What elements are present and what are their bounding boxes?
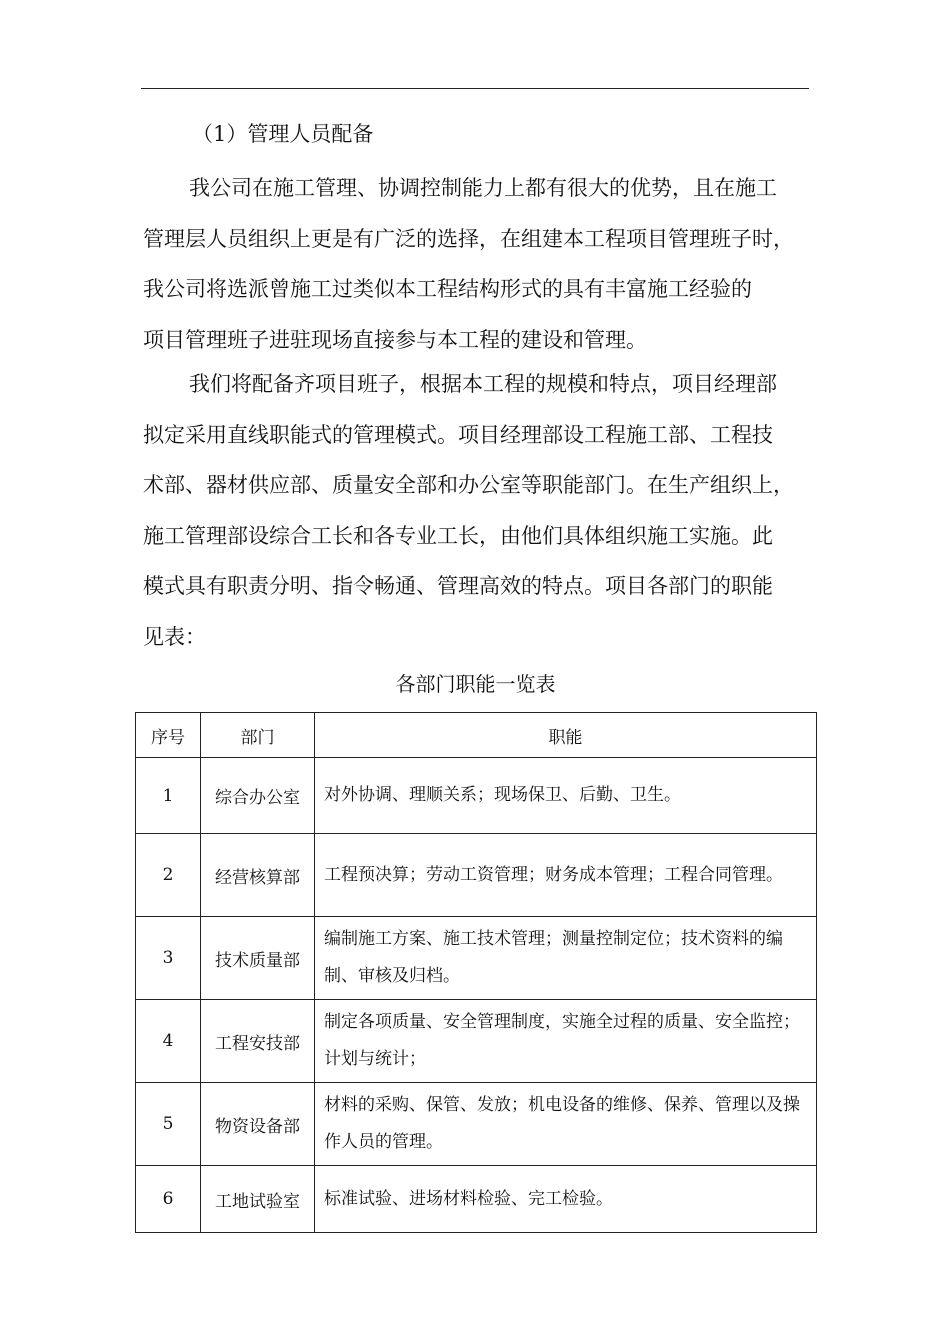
paragraph-line: 项目管理班子进驻现场直接参与本工程的建设和管理。 bbox=[143, 327, 647, 352]
row-number: 1 bbox=[136, 758, 201, 834]
paragraph-company-advantage bbox=[143, 163, 813, 365]
row-department: 物资设备部 bbox=[201, 1083, 315, 1166]
row-function: 工程预决算；劳动工资管理；财务成本管理；工程合同管理。 bbox=[315, 834, 817, 917]
paragraph-management-mode bbox=[143, 359, 813, 662]
table-header-row bbox=[136, 713, 817, 758]
paragraph-line: 见表： bbox=[143, 624, 206, 649]
row-department: 综合办公室 bbox=[201, 758, 315, 834]
paragraph-line: 施工管理部设综合工长和各专业工长，由他们具体组织施工实施。此 bbox=[143, 523, 773, 548]
row-department: 工程安技部 bbox=[201, 1000, 315, 1083]
table-row bbox=[136, 917, 817, 1000]
table-row bbox=[136, 834, 817, 917]
row-department: 工地试验室 bbox=[201, 1166, 315, 1233]
row-number: 4 bbox=[136, 1000, 201, 1083]
row-number: 5 bbox=[136, 1083, 201, 1166]
section-heading: （1）管理人员配备 bbox=[192, 122, 374, 146]
table-row bbox=[136, 758, 817, 834]
row-number: 6 bbox=[136, 1166, 201, 1233]
paragraph-line: 模式具有职责分明、指令畅通、管理高效的特点。项目各部门的职能 bbox=[143, 574, 773, 598]
paragraph-line: 拟定采用直线职能式的管理模式。项目经理部设工程施工部、工程技 bbox=[143, 422, 773, 447]
table-caption: 各部门职能一览表 bbox=[395, 672, 556, 696]
row-department: 技术质量部 bbox=[201, 917, 315, 1000]
row-number: 2 bbox=[136, 834, 201, 917]
header-number: 序号 bbox=[136, 713, 201, 758]
paragraph-line: 我公司将选派曾施工过类似本工程结构形式的具有丰富施工经验的 bbox=[143, 277, 752, 301]
row-number: 3 bbox=[136, 917, 201, 1000]
paragraph-line: 我们将配备齐项目班子，根据本工程的规模和特点，项目经理部 bbox=[189, 372, 777, 396]
table-row bbox=[136, 1166, 817, 1233]
header-department: 部门 bbox=[201, 713, 315, 758]
table-row bbox=[136, 1000, 817, 1083]
header-rule bbox=[141, 88, 809, 89]
department-function-table bbox=[135, 712, 817, 1233]
row-function: 对外协调、理顺关系；现场保卫、后勤、卫生。 bbox=[315, 758, 817, 834]
row-department: 经营核算部 bbox=[201, 834, 315, 917]
row-function: 材料的采购、保管、发放；机电设备的维修、保养、管理以及操作人员的管理。 bbox=[315, 1083, 817, 1166]
paragraph-line: 术部、器材供应部、质量安全部和办公室等职能部门。在生产组织上， bbox=[143, 473, 794, 497]
row-function: 制定各项质量、安全管理制度，实施全过程的质量、安全监控；计划与统计； bbox=[315, 1000, 817, 1083]
header-function: 职能 bbox=[315, 713, 817, 758]
paragraph-line: 管理层人员组织上更是有广泛的选择，在组建本工程项目管理班子时， bbox=[143, 226, 794, 251]
row-function: 编制施工方案、施工技术管理；测量控制定位；技术资料的编制、审核及归档。 bbox=[315, 917, 817, 1000]
paragraph-line: 我公司在施工管理、协调控制能力上都有很大的优势，且在施工 bbox=[189, 176, 777, 200]
row-function: 标准试验、进场材料检验、完工检验。 bbox=[315, 1166, 817, 1233]
table-row bbox=[136, 1083, 817, 1166]
